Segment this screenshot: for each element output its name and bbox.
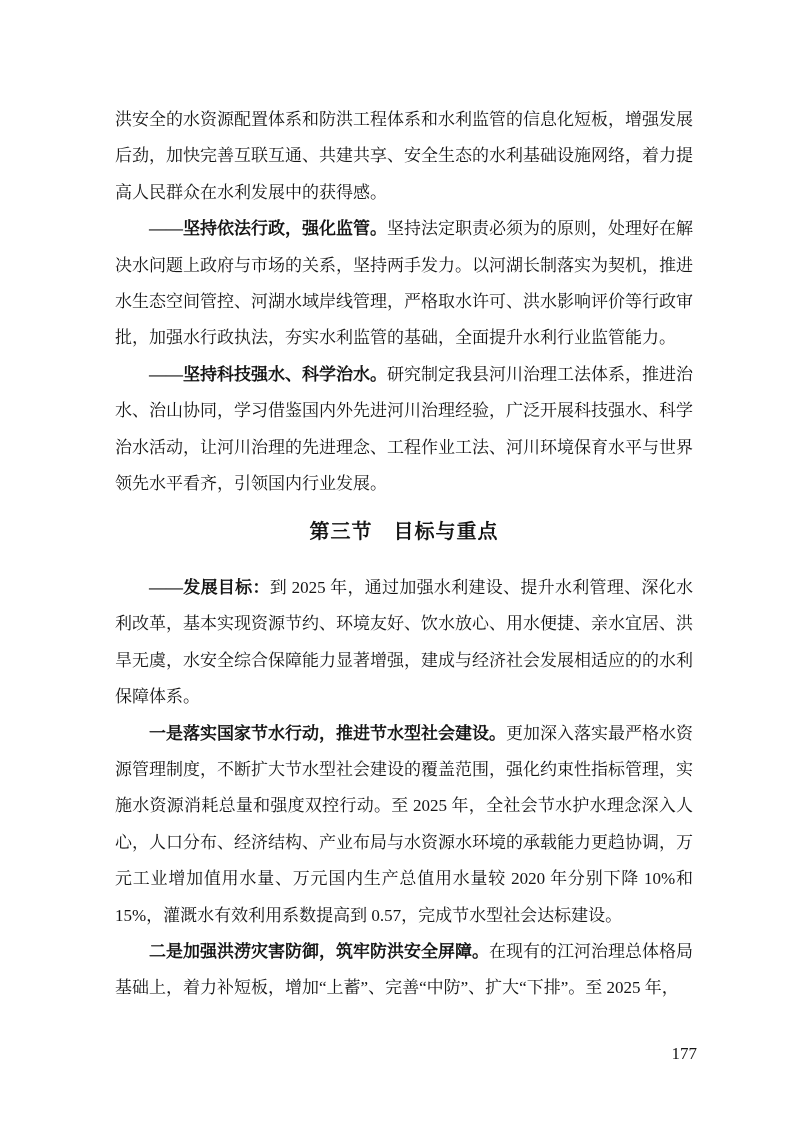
paragraph-lead-bold: 一是落实国家节水行动，推进节水型社会建设。 bbox=[149, 723, 506, 743]
paragraph-text: 坚持法定职责必须为的原则，处理好在解决水问题上政府与市场的关系，坚持两手发力。以河湖长制落实为契机，推进水生态空间管控、河湖水域岸线管理，严格取水许可、洪水影响评价等行政审批，加强水行政执法，夯实水利监管的基础，全面提升水利行业监管能力。 bbox=[115, 219, 693, 348]
paragraph-text: 研究制定我县河川治理工法体系，推进治水、治山协同，学习借鉴国内外先进河川治理经验，广泛开展科技强水、科学治水活动，让河川治理的先进理念、工程作业工法、河川环境保育水平与世界领先水平看齐，引领国内行业发展。 bbox=[115, 364, 693, 494]
paragraph-text: 在现有的江河治理总体格局基础上，着力补短板，增加“上蓄”、完善“中防”、扩大“下排”。至 2025 年， bbox=[115, 941, 693, 998]
paragraph bbox=[115, 102, 693, 211]
paragraph bbox=[115, 716, 693, 934]
paragraph-lead-bold: ——发展目标： bbox=[149, 577, 270, 597]
paragraph-text: 更加深入落实最严格水资源管理制度，不断扩大节水型社会建设的覆盖范围，强化约束性指标管理，实施水资源消耗总量和强度双控行动。至 2025 年，全社会节水护水理念深入人心，人口分布、经济结构、产业布局与水资源水环境的承载能力更趋协调，万元工业增加值用水量、万元国内生产总值用水量较 2020 年分别下降 10%和 15%，灌溉水有效利用系数提高到 0.57，完成节水型社会达标建设。 bbox=[115, 723, 693, 925]
page-number: 177 bbox=[671, 1044, 697, 1063]
paragraph bbox=[115, 211, 693, 357]
paragraph-text: 洪安全的水资源配置体系和防洪工程体系和水利监管的信息化短板，增强发展后劲，加快完善互联互通、共建共享、安全生态的水利基础设施网络，着力提高人民群众在水利发展中的获得感。 bbox=[115, 110, 693, 202]
document-content bbox=[115, 102, 693, 1007]
page-footer bbox=[115, 1044, 697, 1064]
paragraph-lead-bold: ——坚持依法行政，强化监管。 bbox=[149, 219, 387, 239]
paragraph-lead-bold: 二是加强洪涝灾害防御，筑牢防洪安全屏障。 bbox=[149, 941, 489, 961]
paragraph-text: 到 2025 年，通过加强水利建设、提升水利管理、深化水利改革，基本实现资源节约、环境友好、饮水放心、用水便捷、亲水宜居、洪旱无虞，水安全综合保障能力显著增强，建成与经济社会发展相适应的的水利保障体系。 bbox=[115, 577, 694, 707]
paragraph bbox=[115, 357, 693, 503]
paragraph bbox=[115, 934, 693, 1007]
paragraph-lead-bold: ——坚持科技强水、科学治水。 bbox=[149, 364, 387, 384]
paragraph bbox=[115, 570, 693, 716]
section-heading: 第三节 目标与重点 bbox=[309, 521, 499, 544]
